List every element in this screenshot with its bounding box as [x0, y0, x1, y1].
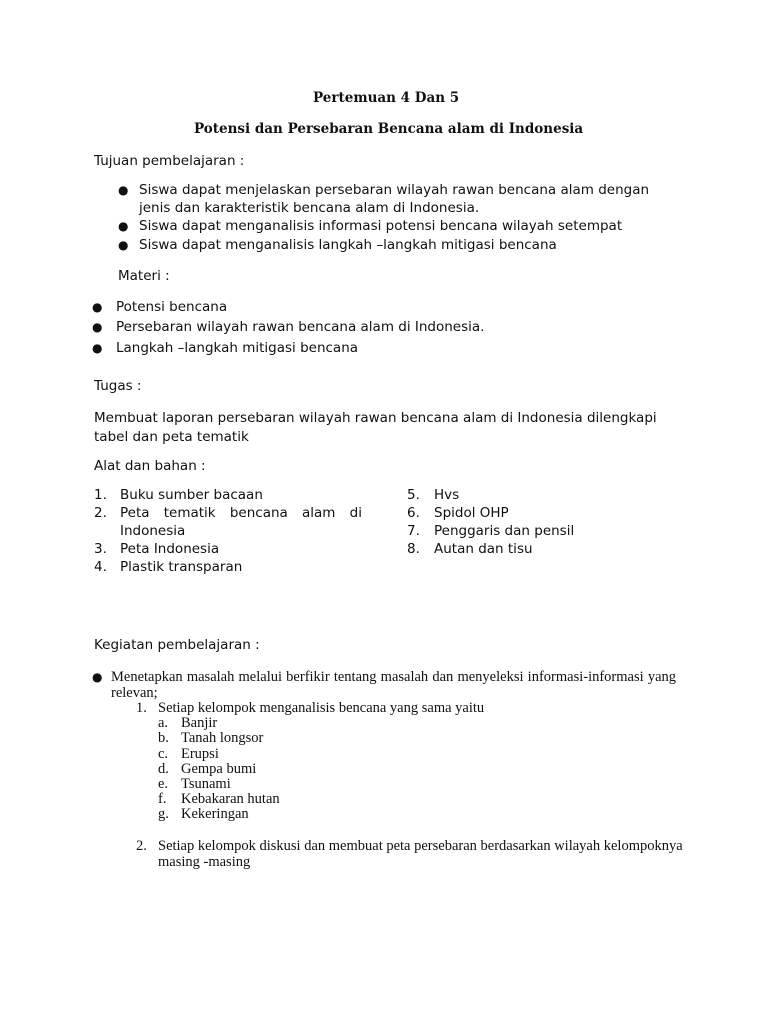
kegiatan-bullet-line1: Menetapkan masalah melalui berfikir tentang masalah dan menyeleksi informasi-informasi yang: [111, 669, 676, 685]
tugas-text-line1: Membuat laporan persebaran wilayah rawan bencana alam di Indonesia dilengkapi: [94, 410, 657, 426]
alat-item: Peta Indonesia: [120, 541, 220, 557]
step-text: Setiap kelompok menganalisis bencana yang sama yaitu: [158, 700, 485, 716]
step-number: 2.: [136, 838, 147, 854]
alat-heading: Alat dan bahan :: [94, 458, 206, 474]
materi-item-2: Persebaran wilayah rawan bencana alam di Indonesia.: [116, 319, 485, 335]
kegiatan-bullet-line2: relevan;: [111, 685, 158, 701]
alat-num: 2.: [94, 505, 107, 521]
tujuan-item-1: Siswa dapat menjelaskan persebaran wilayah rawan bencana alam dengan: [139, 182, 650, 198]
bullet-icon: ●: [118, 219, 129, 233]
bullet-icon: ●: [92, 320, 103, 334]
alat-item: Autan dan tisu: [434, 541, 533, 557]
disaster-item: Tsunami: [181, 776, 231, 792]
tujuan-item-1-cont: jenis dan karakteristik bencana alam di Indonesia.: [139, 200, 480, 216]
tugas-text-line2: tabel dan peta tematik: [94, 429, 249, 445]
bullet-icon: ●: [118, 238, 129, 252]
alat-item: Hvs: [434, 487, 460, 503]
bullet-icon: ●: [92, 670, 103, 684]
bullet-icon: ●: [92, 341, 103, 355]
step-text: Setiap kelompok diskusi dan membuat peta persebaran berdasarkan wilayah kelompoknya: [158, 838, 683, 854]
tujuan-heading: Tujuan pembelajaran :: [94, 153, 245, 169]
bullet-icon: ●: [118, 183, 129, 197]
bullet-icon: ●: [92, 300, 103, 314]
alat-num: 7.: [407, 523, 420, 539]
alat-num: 5.: [407, 487, 420, 503]
document-title: Pertemuan 4 Dan 5: [313, 90, 460, 106]
disaster-letter: a.: [158, 715, 169, 731]
disaster-item: Kebakaran hutan: [181, 791, 280, 807]
step-text-cont: masing -masing: [158, 854, 251, 870]
alat-item: Peta tematik bencana alam di: [120, 505, 362, 521]
materi-item-3: Langkah –langkah mitigasi bencana: [116, 340, 359, 356]
disaster-item: Kekeringan: [181, 806, 249, 822]
tujuan-item-2: Siswa dapat menganalisis informasi potensi bencana wilayah setempat: [139, 218, 623, 234]
disaster-letter: c.: [158, 746, 169, 762]
alat-num: 6.: [407, 505, 420, 521]
alat-item: Spidol OHP: [434, 505, 509, 521]
alat-item: Plastik transparan: [120, 559, 243, 575]
alat-num: 4.: [94, 559, 107, 575]
alat-num: 8.: [407, 541, 420, 557]
tujuan-item-3: Siswa dapat menganalisis langkah –langkah mitigasi bencana: [139, 237, 557, 253]
disaster-letter: f.: [158, 791, 167, 807]
disaster-item: Erupsi: [181, 746, 219, 762]
disaster-letter: g.: [158, 806, 169, 822]
disaster-letter: b.: [158, 730, 169, 746]
disaster-item: Gempa bumi: [181, 761, 257, 777]
tugas-heading: Tugas :: [94, 378, 142, 394]
step-number: 1.: [136, 700, 147, 716]
materi-item-1: Potensi bencana: [116, 299, 228, 315]
document-subtitle: Potensi dan Persebaran Bencana alam di Indonesia: [194, 121, 584, 137]
disaster-letter: d.: [158, 761, 169, 777]
disaster-item: Tanah longsor: [181, 730, 264, 746]
alat-num: 1.: [94, 487, 107, 503]
alat-item: Buku sumber bacaan: [120, 487, 263, 503]
disaster-item: Banjir: [181, 715, 218, 731]
alat-num: 3.: [94, 541, 107, 557]
disaster-letter: e.: [158, 776, 169, 792]
alat-item-cont: Indonesia: [120, 523, 186, 539]
kegiatan-heading: Kegiatan pembelajaran :: [94, 637, 260, 653]
alat-item: Penggaris dan pensil: [434, 523, 575, 539]
materi-heading: Materi :: [118, 268, 170, 284]
